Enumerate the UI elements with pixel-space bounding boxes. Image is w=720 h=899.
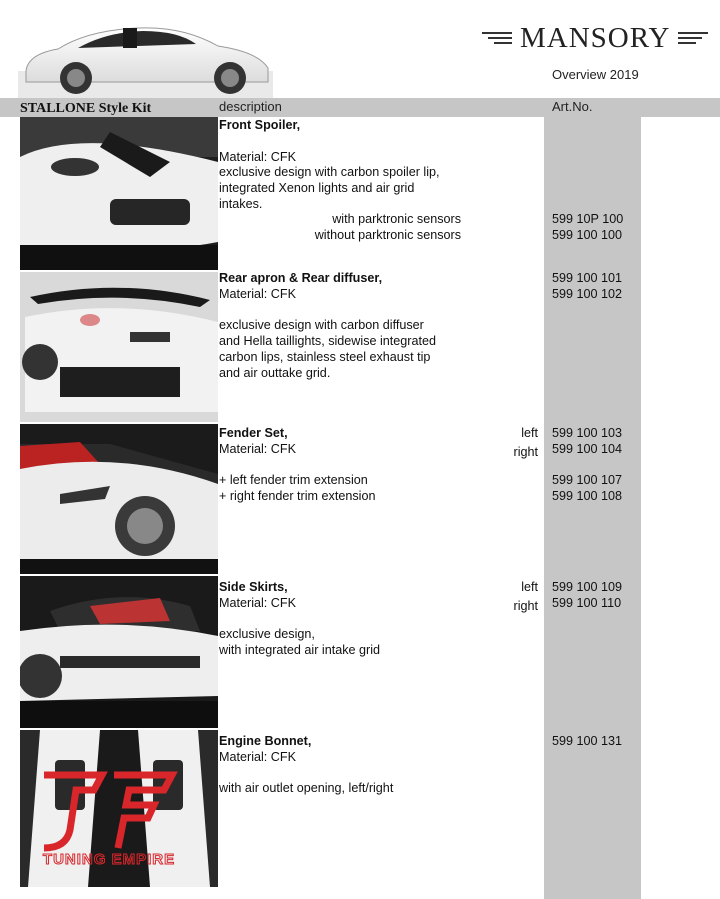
- art-number: 599 100 100: [552, 227, 623, 242]
- front-spoiler-photo: [20, 117, 218, 270]
- mansory-logo: [482, 22, 702, 54]
- item-line: Material: CFK: [219, 441, 296, 456]
- art-number: 599 100 108: [552, 489, 623, 504]
- item-title: Front Spoiler,: [219, 118, 301, 132]
- item-line: Material: CFK: [219, 149, 296, 164]
- art-numbers-fender: [552, 426, 642, 505]
- column-header-description: description: [219, 99, 282, 114]
- variant-labels: [219, 212, 461, 244]
- side-label-left: left: [521, 580, 538, 594]
- logo-right-lines: [678, 32, 708, 44]
- item-line: + right fender trim extension: [219, 489, 376, 504]
- item-rear-apron: [219, 271, 539, 382]
- item-line: [219, 303, 539, 319]
- column-header-art-no: Art.No.: [552, 99, 593, 114]
- art-number: 599 100 104: [552, 441, 623, 456]
- item-line: and Hella taillights, sidewise integrated: [219, 334, 437, 349]
- overview-year: Overview 2019: [552, 67, 639, 82]
- watermark-text: TUNING EMPIRE: [42, 851, 176, 868]
- variant-label: without parktronic sensors: [314, 227, 461, 242]
- art-numbers-skirts: [552, 580, 642, 612]
- item-line: Material: CFK: [219, 749, 296, 764]
- item-line: + left fender trim extension: [219, 473, 368, 488]
- art-number: 599 100 103: [552, 426, 623, 440]
- hero-car-image: [18, 16, 273, 102]
- item-title: Engine Bonnet,: [219, 734, 312, 748]
- item-line: integrated Xenon lights and air grid: [219, 181, 415, 196]
- side-label-left: left: [521, 426, 538, 440]
- item-line: exclusive design with carbon diffuser: [219, 318, 424, 333]
- art-number: 599 100 109: [552, 580, 623, 594]
- art-number: 599 100 110: [552, 595, 622, 610]
- variant-label: with parktronic sensors: [332, 212, 461, 226]
- art-numbers-rear-apron: [552, 271, 642, 303]
- art-number: [552, 458, 642, 474]
- item-line: Material: CFK: [219, 595, 296, 610]
- art-numbers-bonnet: [552, 734, 642, 750]
- item-line: intakes.: [219, 196, 263, 211]
- rear-apron-photo: [20, 272, 218, 422]
- art-numbers-front-spoiler: [552, 212, 642, 244]
- kit-title: STALLONE Style Kit: [20, 101, 152, 116]
- side-label-right: right: [513, 444, 538, 459]
- item-line: exclusive design,: [219, 627, 315, 642]
- side-labels-fender: [470, 426, 538, 461]
- art-number: 599 100 101: [552, 271, 623, 285]
- art-number: 599 100 102: [552, 286, 623, 301]
- side-labels-skirts: [470, 580, 538, 615]
- item-line: Material: CFK: [219, 286, 296, 301]
- item-line: [219, 134, 539, 150]
- brand-name: MANSORY: [520, 21, 671, 54]
- item-line: with air outlet opening, left/right: [219, 781, 394, 796]
- item-title: Fender Set,: [219, 426, 288, 440]
- art-number: 599 10P 100: [552, 212, 624, 226]
- item-front-spoiler: [219, 118, 539, 213]
- art-number: 599 100 131: [552, 734, 623, 748]
- item-title: Rear apron & Rear diffuser,: [219, 271, 383, 285]
- side-skirts-photo: [20, 576, 218, 728]
- side-label-right: right: [513, 598, 538, 613]
- item-line: carbon lips, stainless steel exhaust tip: [219, 349, 431, 364]
- logo-left-lines: [482, 32, 512, 44]
- fender-set-photo: [20, 424, 218, 574]
- tuning-empire-watermark: [14, 760, 204, 870]
- item-line: [219, 766, 539, 782]
- item-line: with integrated air intake grid: [219, 643, 381, 658]
- item-engine-bonnet: [219, 734, 539, 797]
- item-line: exclusive design with carbon spoiler lip,: [219, 165, 440, 180]
- art-number: 599 100 107: [552, 473, 623, 488]
- item-title: Side Skirts,: [219, 580, 288, 594]
- item-line: and air outtake grid.: [219, 365, 331, 380]
